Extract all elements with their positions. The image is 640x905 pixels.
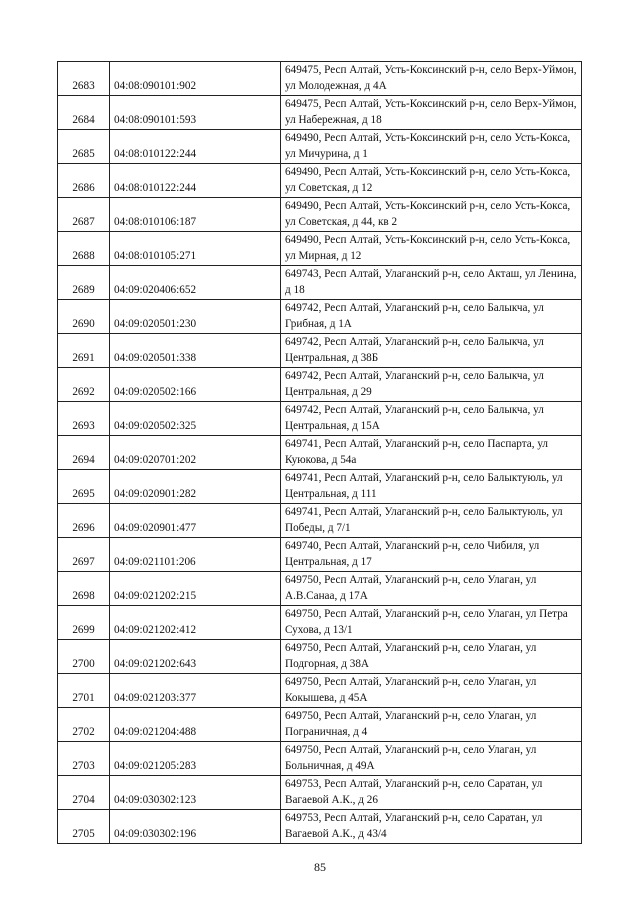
row-number: 2694: [58, 436, 110, 470]
table-row: [58, 470, 582, 504]
cadastral-number: 04:09:020501:230: [110, 300, 281, 334]
table-row: [58, 232, 582, 266]
records-table-body: [58, 62, 582, 844]
table-row: [58, 606, 582, 640]
address-cell: [281, 810, 582, 844]
address-cell: [281, 572, 582, 606]
row-number: 2705: [58, 810, 110, 844]
row-number: 2695: [58, 470, 110, 504]
address-text: 649753, Респ Алтай, Улаганский р-н, село Саратан, ул Вагаевой А.К., д 26: [285, 778, 543, 806]
table-row: [58, 538, 582, 572]
address-cell: [281, 300, 582, 334]
row-number: 2693: [58, 402, 110, 436]
cadastral-number: 04:08:090101:902: [110, 62, 281, 96]
address-cell: [281, 606, 582, 640]
table-row: [58, 708, 582, 742]
cadastral-number: 04:09:021202:215: [110, 572, 281, 606]
table-row: [58, 164, 582, 198]
address-cell: [281, 130, 582, 164]
address-text: 649741, Респ Алтай, Улаганский р-н, село Балыктуюль, ул Победы, д 7/1: [285, 506, 563, 534]
row-number: 2696: [58, 504, 110, 538]
address-cell: [281, 674, 582, 708]
address-cell: [281, 164, 582, 198]
address-cell: [281, 640, 582, 674]
table-row: [58, 402, 582, 436]
row-number: 2683: [58, 62, 110, 96]
table-row: [58, 198, 582, 232]
records-table: [57, 61, 582, 844]
cadastral-number: 04:08:010122:244: [110, 130, 281, 164]
table-row: [58, 334, 582, 368]
address-cell: [281, 198, 582, 232]
row-number: 2692: [58, 368, 110, 402]
row-number: 2700: [58, 640, 110, 674]
address-cell: [281, 232, 582, 266]
address-cell: [281, 776, 582, 810]
row-number: 2688: [58, 232, 110, 266]
row-number: 2690: [58, 300, 110, 334]
address-cell: [281, 96, 582, 130]
cadastral-number: 04:08:010106:187: [110, 198, 281, 232]
table-row: [58, 62, 582, 96]
cadastral-number: 04:08:010122:244: [110, 164, 281, 198]
cadastral-number: 04:09:020901:477: [110, 504, 281, 538]
table-row: [58, 96, 582, 130]
row-number: 2687: [58, 198, 110, 232]
cadastral-number: 04:09:020502:325: [110, 402, 281, 436]
cadastral-number: 04:09:021203:377: [110, 674, 281, 708]
address-text: 649475, Респ Алтай, Усть-Коксинский р-н, село Верх-Уймон, ул Набережная, д 18: [285, 98, 577, 126]
cadastral-number: 04:08:010105:271: [110, 232, 281, 266]
address-text: 649475, Респ Алтай, Усть-Коксинский р-н, село Верх-Уймон, ул Молодежная, д 4А: [285, 64, 577, 92]
row-number: 2698: [58, 572, 110, 606]
table-row: [58, 640, 582, 674]
row-number: 2697: [58, 538, 110, 572]
table-row: [58, 368, 582, 402]
address-text: 649741, Респ Алтай, Улаганский р-н, село Балыктуюль, ул Центральная, д 111: [285, 472, 563, 500]
address-text: 649743, Респ Алтай, Улаганский р-н, село Акташ, ул Ленина, д 18: [285, 268, 577, 296]
table-row: [58, 504, 582, 538]
row-number: 2684: [58, 96, 110, 130]
cadastral-number: 04:09:020701:202: [110, 436, 281, 470]
cadastral-number: 04:09:020502:166: [110, 368, 281, 402]
address-cell: [281, 504, 582, 538]
address-cell: [281, 62, 582, 96]
row-number: 2702: [58, 708, 110, 742]
address-text: 649750, Респ Алтай, Улаганский р-н, село Улаган, ул Пограничная, д 4: [285, 710, 537, 738]
address-text: 649742, Респ Алтай, Улаганский р-н, село Балыкча, ул Центральная, д 38Б: [285, 336, 544, 364]
row-number: 2703: [58, 742, 110, 776]
address-text: 649740, Респ Алтай, Улаганский р-н, село Чибиля, ул Центральная, д 17: [285, 540, 540, 568]
cadastral-number: 04:09:030302:123: [110, 776, 281, 810]
cadastral-number: 04:09:021101:206: [110, 538, 281, 572]
address-cell: [281, 368, 582, 402]
row-number: 2704: [58, 776, 110, 810]
address-cell: [281, 402, 582, 436]
address-text: 649750, Респ Алтай, Улаганский р-н, село Улаган, ул Петра Сухова, д 13/1: [285, 608, 568, 636]
address-text: 649490, Респ Алтай, Усть-Коксинский р-н, село Усть-Кокса, ул Мирная, д 12: [285, 234, 571, 262]
address-cell: [281, 538, 582, 572]
address-text: 649750, Респ Алтай, Улаганский р-н, село Улаган, ул А.В.Санаа, д 17А: [285, 574, 537, 602]
table-row: [58, 810, 582, 844]
address-text: 649750, Респ Алтай, Улаганский р-н, село Улаган, ул Кокышева, д 45А: [285, 676, 537, 704]
cadastral-number: 04:08:090101:593: [110, 96, 281, 130]
cadastral-number: 04:09:021202:412: [110, 606, 281, 640]
page-number: 85: [314, 860, 326, 874]
address-cell: [281, 334, 582, 368]
cadastral-number: 04:09:021202:643: [110, 640, 281, 674]
cadastral-number: 04:09:020901:282: [110, 470, 281, 504]
address-text: 649742, Респ Алтай, Улаганский р-н, село Балыкча, ул Центральная, д 15А: [285, 404, 544, 432]
row-number: 2691: [58, 334, 110, 368]
table-row: [58, 674, 582, 708]
table-row: [58, 300, 582, 334]
row-number: 2701: [58, 674, 110, 708]
row-number: 2699: [58, 606, 110, 640]
address-cell: [281, 742, 582, 776]
address-text: 649742, Респ Алтай, Улаганский р-н, село Балыкча, ул Центральная, д 29: [285, 370, 544, 398]
address-cell: [281, 436, 582, 470]
cadastral-number: 04:09:021204:488: [110, 708, 281, 742]
table-row: [58, 436, 582, 470]
address-text: 649490, Респ Алтай, Усть-Коксинский р-н, село Усть-Кокса, ул Советская, д 12: [285, 166, 571, 194]
table-row: [58, 742, 582, 776]
address-text: 649490, Респ Алтай, Усть-Коксинский р-н, село Усть-Кокса, ул Советская, д 44, кв 2: [285, 200, 571, 228]
cadastral-number: 04:09:021205:283: [110, 742, 281, 776]
table-row: [58, 266, 582, 300]
address-text: 649750, Респ Алтай, Улаганский р-н, село Улаган, ул Подгорная, д 38А: [285, 642, 537, 670]
address-cell: [281, 266, 582, 300]
address-cell: [281, 470, 582, 504]
cadastral-number: 04:09:030302:196: [110, 810, 281, 844]
table-row: [58, 130, 582, 164]
address-text: 649741, Респ Алтай, Улаганский р-н, село Паспарта, ул Куюкова, д 54а: [285, 438, 548, 466]
address-text: 649753, Респ Алтай, Улаганский р-н, село Саратан, ул Вагаевой А.К., д 43/4: [285, 812, 543, 840]
row-number: 2685: [58, 130, 110, 164]
address-cell: [281, 708, 582, 742]
cadastral-number: 04:09:020501:338: [110, 334, 281, 368]
address-text: 649750, Респ Алтай, Улаганский р-н, село Улаган, ул Больничная, д 49А: [285, 744, 537, 772]
table-row: [58, 572, 582, 606]
table-row: [58, 776, 582, 810]
address-text: 649742, Респ Алтай, Улаганский р-н, село Балыкча, ул Грибная, д 1А: [285, 302, 544, 330]
row-number: 2689: [58, 266, 110, 300]
address-text: 649490, Респ Алтай, Усть-Коксинский р-н, село Усть-Кокса, ул Мичурина, д 1: [285, 132, 571, 160]
cadastral-number: 04:09:020406:652: [110, 266, 281, 300]
row-number: 2686: [58, 164, 110, 198]
